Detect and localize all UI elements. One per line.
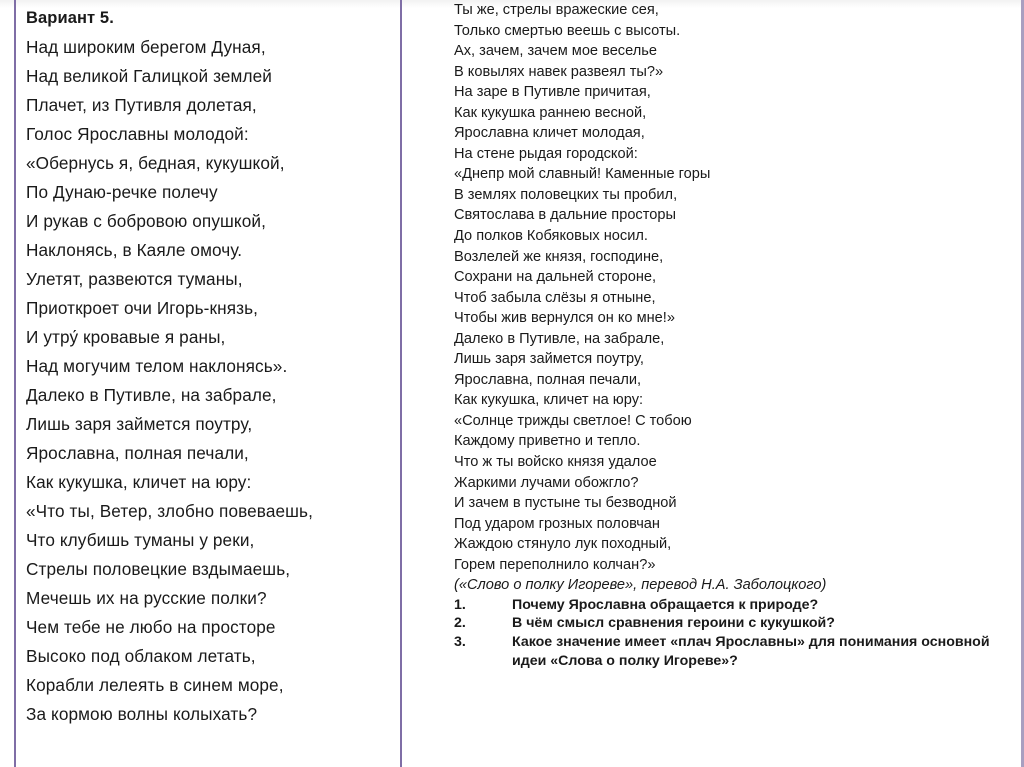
poem-line: За кормою волны колыхать?: [26, 704, 258, 724]
poem-line: Чтоб забыла слёзы я отныне,: [454, 289, 656, 306]
poem-line: Что клубишь туманы у реки,: [26, 530, 255, 550]
poem-line: И зачем в пустыне ты безводной: [454, 495, 677, 512]
poem-line: «Обернусь я, бедная, кукушкой,: [26, 153, 285, 173]
variant-title: Вариант 5.: [26, 9, 114, 27]
poem-line: «Что ты, Ветер, злобно повеваешь,: [26, 501, 313, 521]
poem-line: Жаждою стянуло лук походный,: [454, 536, 672, 553]
poem-line: Приоткроет очи Игорь-князь,: [26, 298, 259, 318]
poem-line: Сохрани на дальней стороне,: [454, 269, 657, 286]
poem-line: Под ударом грозных половчан: [454, 515, 660, 532]
poem-line: Возлелей же князя, господине,: [454, 248, 664, 265]
poem-line: Лишь заря займется поутру,: [26, 414, 253, 434]
poem-line: На стене рыдая городской:: [454, 145, 638, 162]
poem-line: Голос Ярославны молодой:: [26, 124, 249, 144]
poem-line: В землях половецких ты пробил,: [454, 186, 678, 203]
poem-line: Ярославна, полная печали,: [454, 371, 642, 388]
question-item: [454, 596, 999, 615]
question-text: Почему Ярославна обращается к природе?: [512, 596, 819, 613]
left-column: [26, 4, 392, 729]
poem-line: Только смертью веешь с высоты.: [454, 22, 681, 39]
poem-line: Ты же, стрелы вражеские сея,: [454, 2, 659, 18]
question-number: 2.: [454, 615, 466, 632]
poem-line: «Днепр мой славный! Каменные горы: [454, 166, 711, 183]
question-text: В чём смысл сравнения героини с кукушкой?: [512, 615, 835, 632]
poem-line: Чтобы жив вернулся он ко мне!»: [454, 310, 675, 327]
question-text: Какое значение имеет «плач Ярославны» для понимания основной идеи «Слова о полку Игореве»?: [512, 634, 990, 669]
poem-line: Корабли лелеять в синем море,: [26, 675, 284, 695]
poem-line: Лишь заря займется поутру,: [454, 351, 644, 368]
poem-line: Что ж ты войско князя удалое: [454, 454, 657, 471]
poem-line: Ярославна кличет молодая,: [454, 125, 645, 142]
question-number: 1.: [454, 596, 466, 613]
poem-line: В ковылях навек развеял ты?»: [454, 63, 664, 80]
poem-line: Плачет, из Путивля долетая,: [26, 95, 257, 115]
poem-line: Как кукушка раннею весной,: [454, 104, 647, 121]
poem-line: Как кукушка, кличет на юру:: [454, 392, 644, 409]
poem-line: Как кукушка, кличет на юру:: [26, 472, 252, 492]
right-poem-lines: [454, 0, 999, 575]
questions-list: [454, 596, 999, 670]
poem-line: Жаркими лучами обожгло?: [454, 474, 639, 491]
left-poem-lines: [26, 33, 392, 729]
poem-line: «Солнце трижды светлое! С тобою: [454, 412, 692, 429]
poem-line: Высоко под облаком летать,: [26, 646, 256, 666]
poem-line: Наклонясь, в Каяле омочу.: [26, 240, 243, 260]
poem-line: Стрелы половецкие вздымаешь,: [26, 559, 291, 579]
poem-line: Каждому приветно и тепло.: [454, 433, 641, 450]
question-item: [454, 614, 999, 633]
poem-line: И утру́ кровавые я раны,: [26, 327, 226, 347]
poem-line: Далеко в Путивле, на забрале,: [26, 385, 277, 405]
right-column: [454, 0, 999, 670]
left-border-line: [14, 0, 16, 767]
poem-line: На заре в Путивле причитая,: [454, 84, 651, 101]
poem-line: Далеко в Путивле, на забрале,: [454, 330, 665, 347]
poem-line: Чем тебе не любо на просторе: [26, 617, 276, 637]
poem-line: Святослава в дальние просторы: [454, 207, 676, 224]
poem-line: Ах, зачем, зачем мое веселье: [454, 43, 657, 60]
poem-line: Мечешь их на русские полки?: [26, 588, 267, 608]
question-item: [454, 633, 999, 670]
poem-line: Над широким берегом Дуная,: [26, 37, 266, 57]
poem-line: По Дунаю-речке полечу: [26, 182, 218, 202]
poem-line: До полков Кобяковых носил.: [454, 228, 648, 245]
question-number: 3.: [454, 634, 466, 651]
poem-line: Над могучим телом наклонясь».: [26, 356, 288, 376]
poem-line: Ярославна, полная печали,: [26, 443, 249, 463]
poem-line: И рукав с бобровою опушкой,: [26, 211, 266, 231]
column-divider-line: [400, 0, 402, 767]
poem-line: Над великой Галицкой землей: [26, 66, 272, 86]
poem-line: Улетят, развеются туманы,: [26, 269, 243, 289]
poem-line: Горем переполнило колчан?»: [454, 556, 656, 573]
citation: («Слово о полку Игореве», перевод Н.А. Заболоцкого): [454, 577, 827, 594]
